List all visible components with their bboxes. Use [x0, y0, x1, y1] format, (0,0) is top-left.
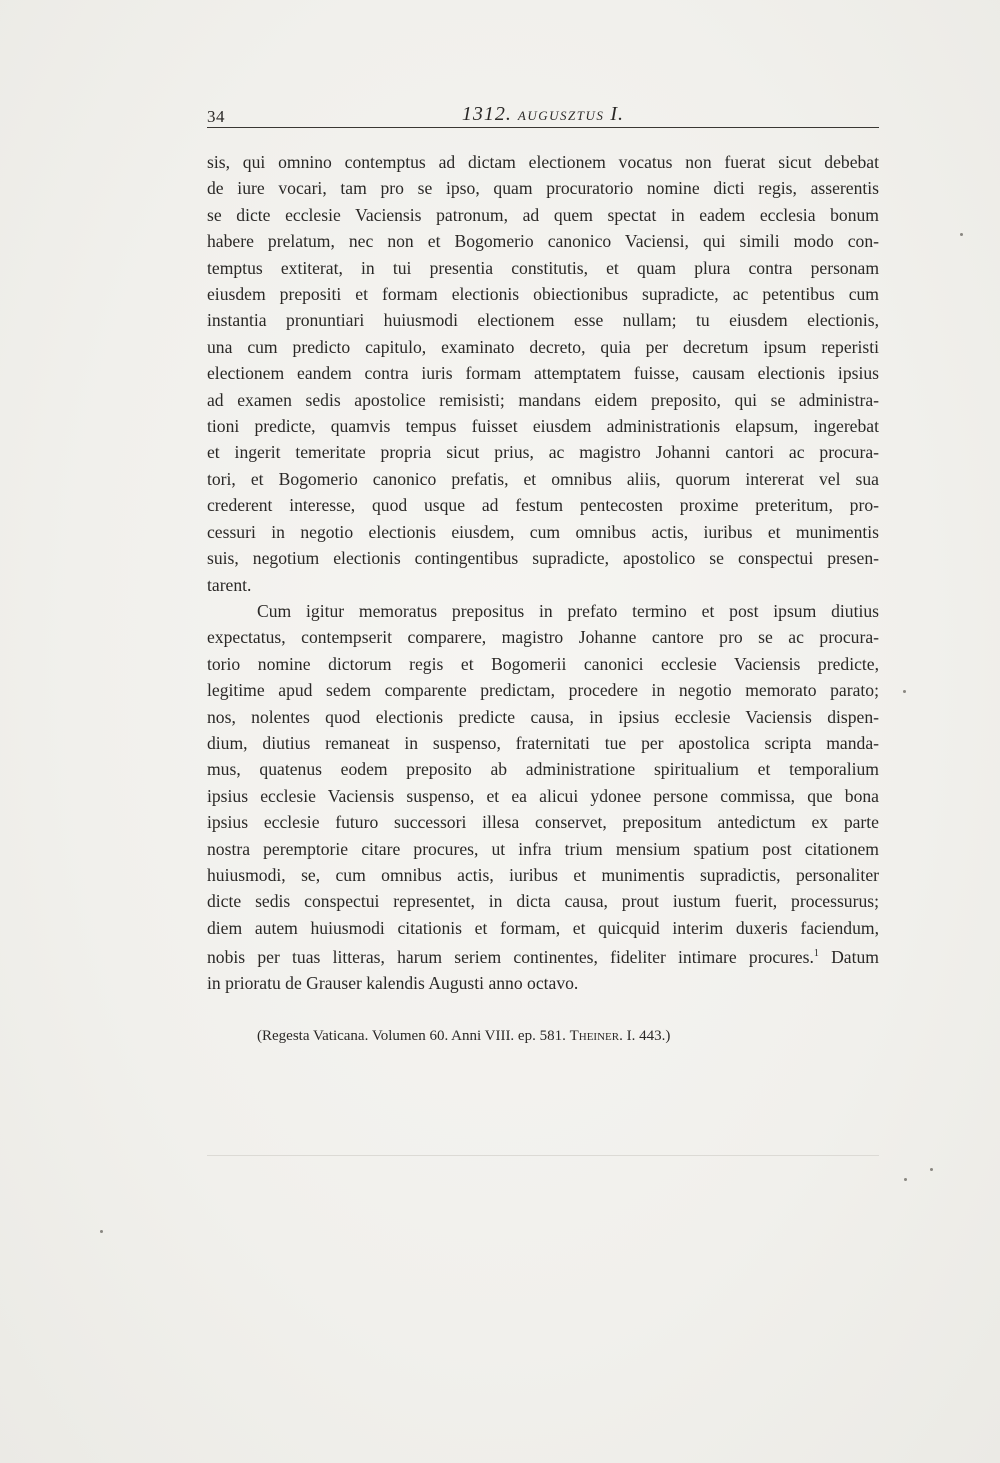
source-citation — [257, 1025, 879, 1047]
text-line: huiusmodi, se, cum omnibus actis, iuribus et munimentis supradictis, personaliter — [207, 864, 879, 885]
paper-speck — [904, 1178, 907, 1181]
text-line: cessuri in negotio electionis eiusdem, cum omnibus actis, iuribus et munimentis — [207, 521, 879, 542]
text-line: ipsius ecclesie Vaciensis suspenso, et ea alicui ydonee persone commissa, que bona — [207, 785, 879, 806]
paper-speck — [903, 690, 906, 693]
page-header — [207, 103, 879, 129]
footnote-marker: 1 — [813, 948, 819, 960]
text-line: diem autem huiusmodi citationis et formam, et quicquid interim duxeris faciendum, — [207, 917, 879, 938]
text-line: habere prelatum, nec non et Bogomerio canonico Vaciensi, qui simili modo con- — [207, 231, 879, 252]
text-line: crederent interesse, quod usque ad festum pentecosten proxime preteritum, pro- — [207, 495, 879, 516]
text-line: torio nomine dictorum regis et Bogomerii canonici ecclesie Vaciensis predicte, — [207, 653, 879, 674]
text-line: et ingerit temeritate propria sicut prius, ac magistro Johanni cantori ac procura- — [207, 442, 879, 463]
text-line: legitime apud sedem comparente predictam, procedere in negotio memorato parato; — [207, 680, 879, 701]
main-text — [207, 149, 879, 997]
text-line: ad examen sedis apostolice remisisti; mandans eidem preposito, qui se administra- — [207, 389, 879, 410]
text-line: dicte sedis conspectui representet, in dicta causa, prout iustum fuerit, processurus; — [207, 891, 879, 912]
running-head — [207, 103, 879, 126]
text-line: nos, nolentes quod electionis predicte causa, in ipsius ecclesie Vaciensis dispen- — [207, 706, 879, 727]
text-line: sis, qui omnino contemptus ad dictam electionem vocatus non fuerat sicut debebat — [207, 152, 879, 172]
text-line: dium, diutius remaneat in suspenso, fraternitati tue per apostolica scripta manda- — [207, 732, 879, 753]
header-rule — [207, 127, 879, 128]
text-line: se dicte ecclesie Vaciensis patronum, ad quem spectat in eadem ecclesia bonum — [207, 204, 879, 225]
paper-speck — [930, 1168, 933, 1171]
bleed-through-rule — [207, 1155, 879, 1156]
source-citation-suffix: I. 443.) — [626, 1028, 671, 1044]
text-line: instantia pronuntiari huiusmodi electionem esse nullam; tu eiusdem electionis, — [207, 310, 879, 331]
paragraph-1 — [207, 149, 879, 598]
paper-speck — [960, 233, 963, 236]
text-line: tarent. — [207, 574, 252, 595]
running-head-year: 1312. — [461, 103, 512, 125]
text-line-tail: Datum — [818, 947, 879, 968]
text-line: de iure vocari, tam pro se ipso, quam procuratorio nomine dicti regis, asserentis — [207, 178, 879, 199]
text-line: tori, et Bogomerio canonico prefatis, et omnibus aliis, quorum intererat vel sua — [207, 468, 879, 489]
page-number: 34 — [207, 107, 225, 126]
text-line: Cum igitur memoratus prepositus in prefato termino et post ipsum diutius — [257, 600, 879, 621]
text-line: nostra peremptorie citare procures, ut infra trium mensium spatium post citationem — [207, 838, 879, 859]
running-head-title: AUGUSZTUS — [517, 108, 605, 123]
text-line: una cum predicto capitulo, examinato decreto, quia per decretum ipsum reperisti — [207, 336, 879, 357]
text-line: suis, negotium electionis contingentibus supradicte, apostolico se conspectui presen- — [207, 548, 879, 569]
text-line: in prioratu de Grauser kalendis Augusti anno octavo. — [207, 973, 579, 994]
text-line: mus, quatenus eodem preposito ab administratione spiritualium et temporalium — [207, 759, 879, 780]
text-line: nobis per tuas litteras, harum seriem continentes, fideliter intimare procures.$^1$ Datum — [207, 947, 879, 968]
text-line: ipsius ecclesie futuro successori illesa conservet, prepositum antedictum ex parte — [207, 812, 879, 833]
paper-speck — [100, 1230, 103, 1233]
text-line: tioni predicte, quamvis tempus fuisset eiusdem administrationis elapsum, ingerebat — [207, 416, 879, 437]
source-citation-prefix: (Regesta Vaticana. Volumen 60. Anni VIII. ep. 581. — [257, 1028, 566, 1044]
source-citation-author: Theiner. — [569, 1028, 623, 1044]
text-line: electionem eandem contra iuris formam attemptatem fuisse, causam electionis ipsius — [207, 363, 879, 384]
paragraph-2 — [207, 598, 879, 997]
text-line: temptus extiterat, in tui presentia constitutis, et quam plura contra personam — [207, 257, 879, 278]
running-head-numeral: I. — [610, 103, 625, 125]
text-line: eiusdem prepositi et formam electionis obiectionibus supradicte, ac petentibus cum — [207, 284, 879, 305]
text-line: expectatus, contempserit comparere, magistro Johanne cantore pro se ac procura- — [207, 627, 879, 648]
